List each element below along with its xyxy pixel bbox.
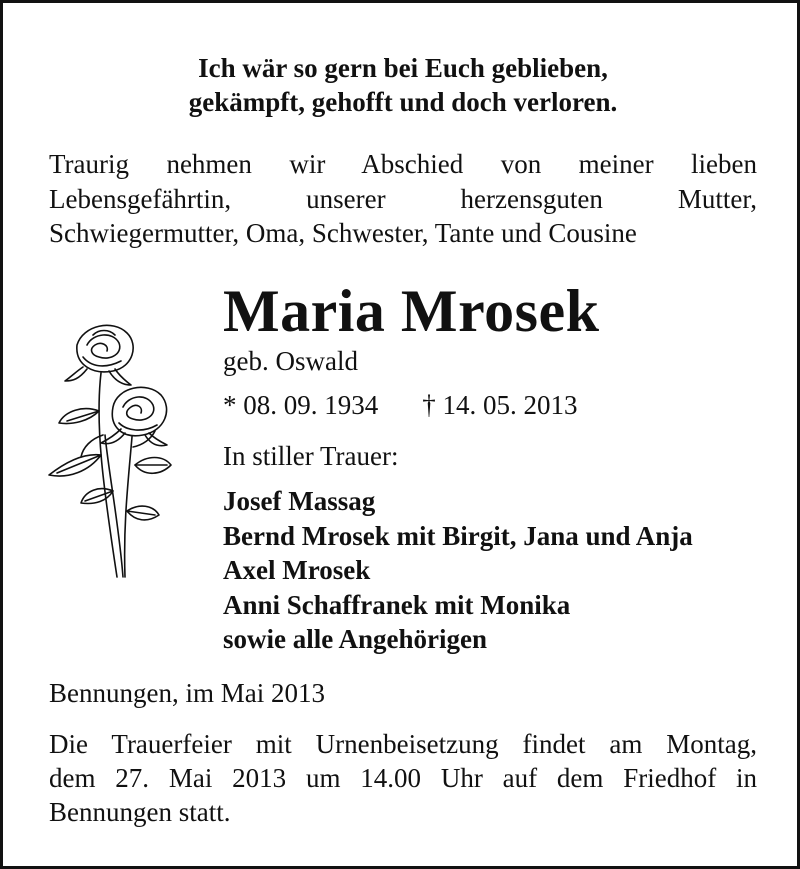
deceased-name: Maria Mrosek	[223, 278, 600, 344]
mourning-label: In stiller Trauer:	[223, 441, 399, 471]
funeral-line: dem 27. Mai 2013 um 14.00 Uhr auf dem Friedhof in	[49, 763, 757, 793]
mourners-list	[223, 484, 693, 657]
intro-line: Traurig nehmen wir Abschied von meiner lieben	[49, 149, 757, 179]
intro-text	[49, 147, 757, 251]
mourner: sowie alle Angehörigen	[223, 624, 487, 655]
mourner: Josef Massag	[223, 486, 376, 516]
intro-line: Lebensgefährtin, unserer herzensguten Mutter,	[49, 183, 757, 214]
rose-bouquet-icon	[43, 315, 173, 583]
death-date: † 14. 05. 2013	[422, 390, 578, 420]
life-dates	[223, 388, 578, 422]
mourner: Anni Schaffranek mit Monika	[223, 589, 571, 620]
mourner: Axel Mrosek	[223, 555, 371, 586]
funeral-notice	[49, 727, 757, 829]
funeral-line: Die Trauerfeier mit Urnenbeisetzung findet am Montag,	[49, 729, 757, 759]
motto-line: Ich wär so gern bei Euch geblieben,	[198, 53, 608, 83]
motto	[3, 51, 800, 119]
funeral-line: Bennungen statt.	[49, 797, 231, 827]
mourner: Bernd Mrosek mit Birgit, Jana und Anja	[223, 520, 693, 551]
birth-date: * 08. 09. 1934	[223, 390, 379, 420]
place-date: Bennungen, im Mai 2013	[49, 678, 325, 708]
motto-line: gekämpft, gehofft und doch verloren.	[188, 87, 618, 117]
birth-name: geb. Oswald	[223, 346, 358, 376]
intro-line: Schwiegermutter, Oma, Schwester, Tante und Cousine	[49, 218, 637, 248]
